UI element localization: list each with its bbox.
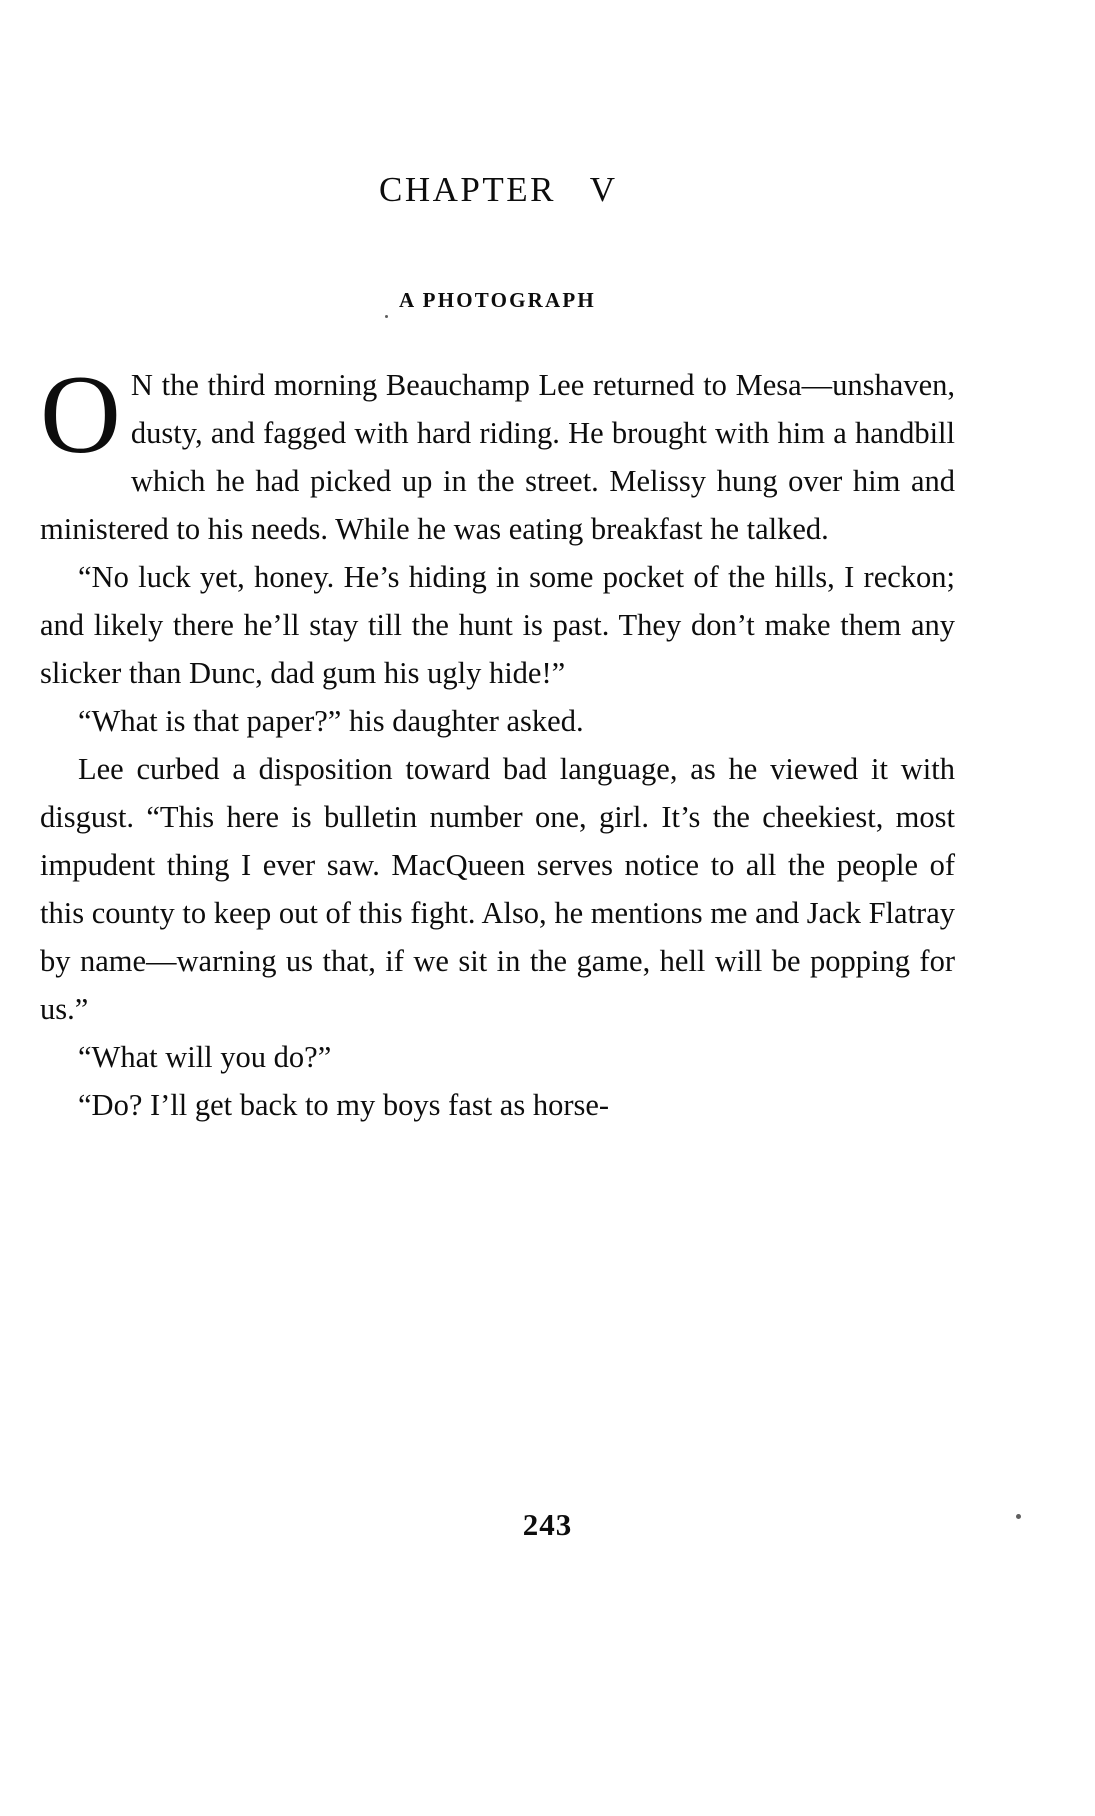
chapter-subtitle: A PHOTOGRAPH xyxy=(399,288,596,312)
page-content xyxy=(40,0,955,1129)
body-text xyxy=(40,313,955,1129)
print-speck xyxy=(1016,1514,1021,1519)
chapter-heading-word: CHAPTER xyxy=(379,170,556,209)
paragraph-2: “No luck yet, honey. He’s hiding in some pocket of the hills, I reckon; and likely there he’ll stay till the hunt is past. They don’t make them any slicker than Dunc, dad gum his ugly hide!” xyxy=(40,560,955,690)
page-number: 243 xyxy=(522,1507,573,1542)
paragraph-3: “What is that paper?” his daughter asked. xyxy=(78,704,584,738)
paragraph-5: “What will you do?” xyxy=(78,1040,332,1074)
paragraph-1 xyxy=(40,353,955,553)
chapter-number: V xyxy=(589,170,616,209)
paragraph-6: “Do? I’ll get back to my boys fast as horse- xyxy=(78,1088,610,1122)
chapter-heading xyxy=(40,0,955,210)
print-speck xyxy=(385,315,388,318)
paragraph-1-text: N the third morning Beauchamp Lee returned to Mesa—unshaven, dusty, and fagged with hard riding. He brought with him a handbill which he had picked up in the street. Melissy hung over him and ministered to his needs. While he was eating breakfast he talked. xyxy=(40,368,955,546)
paragraph-4: Lee curbed a disposition toward bad language, as he viewed it with disgust. “This here is bulletin number one, girl. It’s the cheekiest, most impudent thing I ever saw. MacQueen serves notice to all the people of this county to keep out of this fight. Also, he mentions me and Jack Flatray by name—warning us that, if we sit in the game, hell will be popping for us.” xyxy=(40,752,955,1026)
drop-cap: O xyxy=(40,353,121,477)
